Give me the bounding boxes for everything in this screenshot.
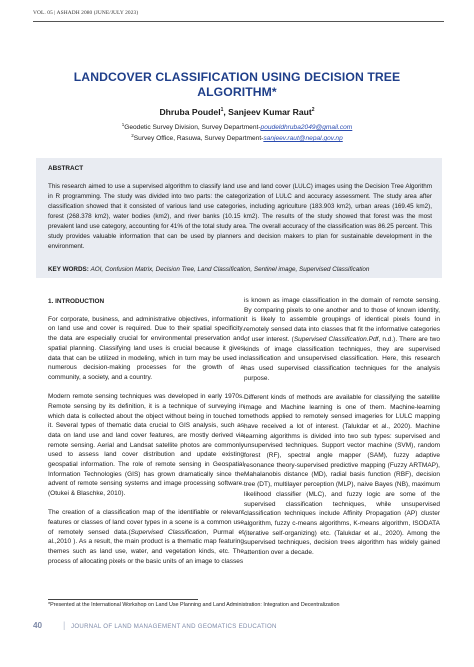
right-p1-text-a: is known as image classification in the domain of remote sensing. By comparing pixels to one another and to those of known identity, it is likely to assemble groupings of identical pixels found in remotely sensed data into classes that fit the informative categories of user interest. ( (244, 297, 440, 343)
footnote-rule (48, 599, 198, 600)
left-paragraph-2: Modern remote sensing techniques was developed in early 1970s. Remote sensing by its definition, it is a technique of surveying in which data is collected about the object without being in touched to it. Several types of thematic data crucial to GIS analysis, such as data on land use and land cover features, are mostly derived via remote sensing. Aerial and Landsat satellite photos are commonly used to assess land cover distribution and update existing geospatial information. The role of remote sensing in Geospatial Information Technologies (GIS) has grown dramatically since the advent of remote sensing systems and image processing software.(Otukei & Blaschke, 2010). (48, 393, 244, 498)
left-column (48, 297, 244, 576)
journal-name: JOURNAL OF LAND MANAGEMENT AND GEOMATICS EDUCATION (71, 623, 277, 630)
right-p1-citation: Supervised Classification.Pdf (293, 335, 379, 343)
left-paragraph-3 (48, 508, 244, 566)
affiliation-2 (40, 133, 434, 142)
footer-separator: | (63, 620, 66, 630)
section-title-introduction: 1. INTRODUCTION (48, 298, 105, 305)
title-line-2: ALGORITHM* (197, 85, 277, 99)
affiliation-1 (40, 122, 434, 131)
abstract-box (36, 158, 442, 278)
right-p1-text-b: , n.d.). There are two kinds of image classification techniques, they are supervised classification and unsupervised classification. Here, this research has used supervised classification techniques for the analysis purpose. (244, 335, 440, 382)
issue-header: VOL. 05 | ASHADH 2080 (JUNE/JULY 2023) (33, 10, 139, 16)
left-paragraph-1: For corporate, business, and administrative objectives, information on land use and cover is required. Due to their spatial specificity, the data are especially crucial for environmental preservation and spatial planning. Classifying land uses is crucial because it gives data that can be utilized in modeling, which in turn may be used in numerous decision-making processes for the growth of a community, a society, and a country. (48, 315, 244, 381)
author-2-sup: 2 (311, 107, 315, 114)
paper-title (40, 70, 434, 100)
aff-2-email-link[interactable]: sanjeev.raut@nepal.gov.np (263, 135, 343, 143)
aff-1-text: Geodetic Survey Division, Survey Department- (124, 124, 261, 132)
author-1-name: Dhruba Poudel (159, 107, 221, 117)
left-p3-text-a: The creation of a classification map of the identifiable or relevant features or classes of land cover types in a scene is a common use of remotely sensed data.( (48, 509, 244, 536)
keywords-text: AOI, Confusion Matrix, Decision Tree, Land Classification, Sentinel image, Supervised Classification (90, 266, 370, 273)
author-separator: , (223, 107, 229, 117)
left-p3-text-b: , Purmal et al.,2010 ). As a result, the main product is a thematic map featuring themes such as land use, water, and vegetation kinds, etc. The process of allocating pixels or the basic units of an image to classes (48, 528, 244, 565)
footnote: *Presented at the International Workshop on Land Use Planning and Land Administration: Integration and Decentralization (48, 602, 340, 608)
header-rule (33, 21, 444, 22)
abstract-heading: ABSTRACT (48, 165, 84, 172)
page-number: 40 (33, 621, 43, 630)
aff-2-sup: 2 (131, 133, 134, 138)
abstract-body: This research aimed to use a supervised algorithm to classify land use and land cover (LULC) images using the Decision Tree Algorithm in R programming. The study was divided into two parts: the categorization of LULC and accuracy assessment. The study area after classification showed that it consisted of various land use categories, including agriculture (183.903 km2), urban areas (169.45 km2), forest (268.378 km2), water bodies (km2), and river banks (10.15 km2). The results of the study showed that forest was the most prevalent land use category, accounting for 41% of the total study area. The overall accuracy of the classification was 86.25 percent. This study provides valuable information that can be used by planners and decision makers to plan for sustainable development in the environment. (48, 183, 432, 250)
right-column (244, 296, 440, 567)
keywords-label: KEY WORDS: (48, 266, 89, 273)
author-2-name: Sanjeev Kumar Raut (228, 107, 312, 117)
author-list (40, 107, 434, 117)
author-1-sup: 1 (220, 107, 224, 114)
title-line-1: LANDCOVER CLASSIFICATION USING DECISION TREE (73, 70, 401, 84)
left-p3-citation: Supervised Classification (130, 528, 207, 536)
right-paragraph-1 (244, 296, 440, 383)
keywords (48, 266, 444, 273)
right-paragraph-2: Different kinds of methods are available for classifying the satellite image and Machine learning is one of them. Machine-learning methods applied to remotely sensed imageries for LULC mapping have received a lot of interest. (Talukdar et al., 2020). Machine learning algorithms is divided into two sub types: supervised and unsupervised techniques. Support vector machine (SVM), random forest (RF), spectral angle mapper (SAM), fuzzy adaptive resonance theory-supervised predictive mapping (Fuzzy ARTMAP), Mahalanobis distance (MD), radial basis function (RBF), decision tree (DT), multilayer perception (MLP), naive Bayes (NB), maximum likelihood classifier (MLC), and fuzzy logic are some of the supervised classification techniques, while unsupervised classification techniques include Affinity Propagation (AP) cluster algorithm, fuzzy c-means algorithms, K-means algorithm, ISODATA (iterative self-organizing) etc. (Talukdar et al., 2020). Among the supervised techniques, decision trees algorithm has widely gained attention over a decade. (244, 393, 440, 557)
aff-1-email-link[interactable]: poudeldhruba2049@gmail.com (260, 124, 353, 132)
aff-2-text: Survey Office, Rasuwa, Survey Department- (133, 135, 264, 143)
aff-1-sup: 1 (121, 122, 125, 127)
